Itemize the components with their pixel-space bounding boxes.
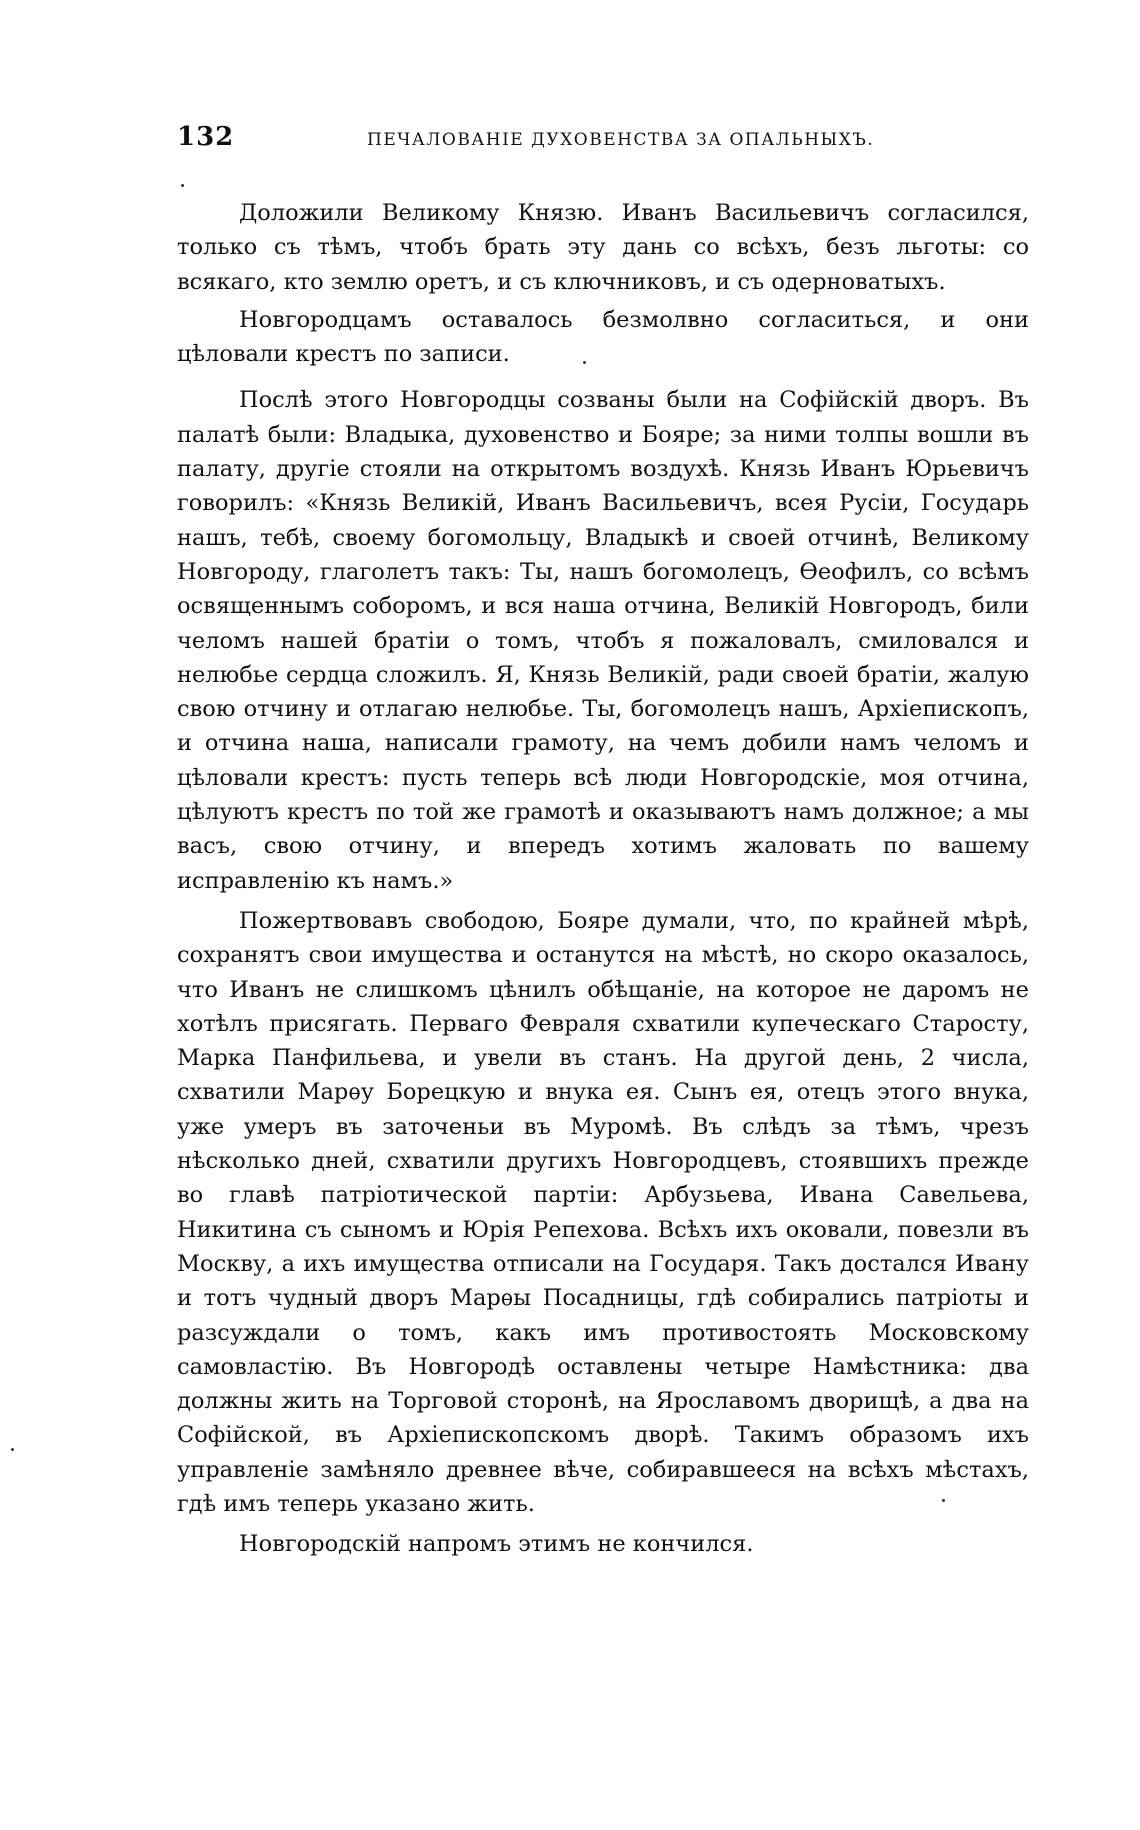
paragraph: Новгородцамъ оставалось безмолвно согласиться, и они цѣловали крестъ по записи.: [177, 306, 1029, 368]
page-header: [177, 122, 1047, 162]
page-number: 132: [177, 122, 235, 152]
running-title: ПЕЧАЛОВАНІЕ ДУХОВЕНСТВА ЗА ОПАЛЬНЫХЪ.: [367, 130, 875, 150]
paragraph: Новгородскій напромъ этимъ не кончился.: [239, 1531, 754, 1558]
print-speck: [583, 361, 586, 364]
page-body: [177, 196, 1029, 1566]
print-speck: [181, 184, 184, 187]
print-speck: [11, 1448, 14, 1451]
print-speck: [942, 1499, 945, 1502]
paragraph: Доложили Великому Князю. Иванъ Васильевичъ согласился, только съ тѣмъ, чтобъ брать эту дань со всѣхъ, безъ льготы: со всякаго, кто землю оретъ, и съ ключниковъ, и съ одерноватыхъ.: [177, 200, 1029, 295]
paragraph: Пожертвовавъ свободою, Бояре думали, что, по крайней мѣрѣ, сохранятъ свои имущества и останутся на мѣстѣ, но скоро оказалось, что Иванъ не слишкомъ цѣнилъ обѣщаніе, на которое не даромъ не хотѣлъ присягать. Перваго Февраля схватили купеческаго Старосту, Марка Панфильева, и увели въ станъ. На другой день, 2 числа, схватили Марѳу Борецкую и внука ея. Сынъ ея, отецъ этого внука, уже умеръ въ заточеньи въ Муромѣ. Въ слѣдъ за тѣмъ, чрезъ нѣсколько дней, схватили другихъ Новгородцевъ, стоявшихъ прежде во главѣ патріотической партіи: Арбузьева, Ивана Савельева, Никитина съ сыномъ и Юрія Репехова. Всѣхъ ихъ оковали, повезли въ Москву, а ихъ имущества отписали на Государя. Такъ достался Ивану и тотъ чудный дворъ Марѳы Посадницы, гдѣ собирались патріоты и разсуждали о томъ, какъ имъ противостоять Московскому самовластію. Въ Новгородѣ оставлены четыре Намѣстника: два должны жить на Торговой сторонѣ, на Ярославомъ дворищѣ, а два на Софійской, въ Архіепископскомъ дворѣ. Такимъ образомъ ихъ управленіе замѣняло древнее вѣче, собиравшееся на всѣхъ мѣстахъ, гдѣ имъ теперь указано жить.: [177, 907, 1029, 1517]
paragraph: Послѣ этого Новгородцы созваны были на Софійскій дворъ. Въ палатѣ были: Владыка, духовенство и Бояре; за ними толпы вошли въ палату, другіе стояли на открытомъ воздухѣ. Князь Иванъ Юрьевичъ говорилъ: «Князь Великій, Иванъ Васильевичъ, всея Русіи, Государь нашъ, тебѣ, своему богомольцу, Владыкѣ и своей отчинѣ, Великому Новгороду, глаголетъ такъ: Ты, нашъ богомолецъ, Ѳеофилъ, со всѣмъ освященнымъ соборомъ, и вся наша отчина, Великій Новгородъ, били челомъ нашей братіи о томъ, чтобъ я пожаловалъ, смиловался и нелюбье сердца сложилъ. Я, Князь Великій, ради своей братіи, жалую свою отчину и отлагаю нелюбье. Ты, богомолецъ нашъ, Архіепископъ, и отчина наша, написали грамоту, на чемъ добили намъ челомъ и цѣловали крестъ: пусть теперь всѣ люди Новгородскіе, моя отчина, цѣлуютъ крестъ по той же грамотѣ и оказываютъ намъ должное; а мы васъ, свою отчину, и впередъ хотимъ жаловать по вашему исправленію къ намъ.»: [177, 387, 1029, 894]
